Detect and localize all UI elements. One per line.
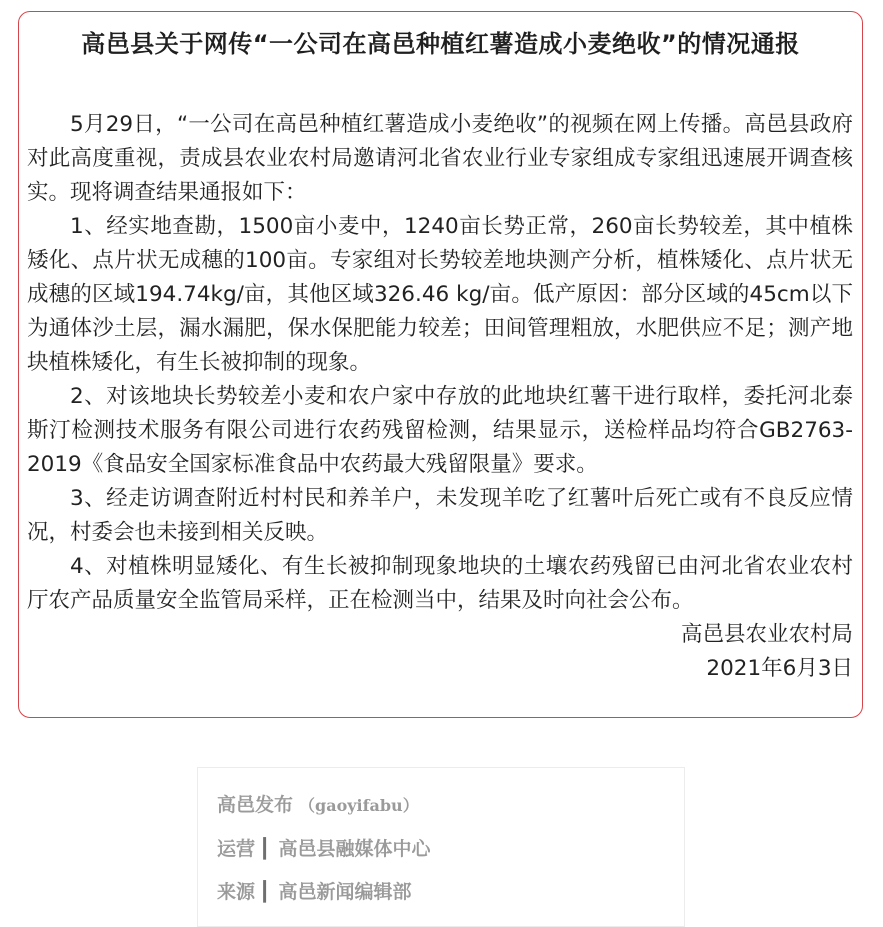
publisher-name: 高邑发布 xyxy=(217,794,294,816)
operator-value: 高邑县融媒体中心 xyxy=(278,838,431,860)
operator-label: 运营 xyxy=(217,838,256,860)
signature: 高邑县农业农村局 xyxy=(680,622,853,647)
paragraph-item-2: 2、对该地块长势较差小麦和农户家中存放的此地块红薯干进行取样，委托河北泰斯汀检测技术服务有限公司进行农药残留检测，结果显示，送检样品均符合GB2763-2019《食品安全国家标准食品中农药最大残留限量》要求。 xyxy=(27,384,853,477)
publisher-handle: （gaoyifabu） xyxy=(299,796,419,815)
notice-frame xyxy=(18,11,863,718)
source-line xyxy=(217,877,411,904)
operator-line xyxy=(217,834,430,861)
paragraph-item-4: 4、对植株明显矮化、有生长被抑制现象地块的土壤农药残留已由河北省农业农村厅农产品质量安全监管局采样，正在检测当中，结果及时向社会公布。 xyxy=(27,554,853,613)
source-label: 来源 xyxy=(217,881,256,903)
publisher-line xyxy=(217,790,419,817)
date: 2021年6月3日 xyxy=(706,656,853,681)
source-value: 高邑新闻编辑部 xyxy=(278,881,412,903)
footer-info-box xyxy=(197,767,685,927)
paragraph-item-3: 3、经走访调查附近村村民和养羊户，未发现羊吃了红薯叶后死亡或有不良反应情况，村委会也未接到相关反映。 xyxy=(27,486,853,545)
paragraph-item-1: 1、经实地查勘，1500亩小麦中，1240亩长势正常，260亩长势较差，其中植株矮化、点片状无成穗的100亩。专家组对长势较差地块测产分析，植株矮化、点片状无成穗的区域194.74kg/亩，其他区域326.46 kg/亩。低产原因：部分区域的45cm以下为通体沙土层，漏水漏肥，保水保肥能力较差；田间管理粗放，水肥供应不足；测产地块植株矮化，有生长被抑制的现象。 xyxy=(27,214,853,375)
separator-bar: ┃ xyxy=(259,881,271,903)
separator-bar: ┃ xyxy=(259,838,271,860)
notice-body xyxy=(27,108,853,686)
paragraph-intro: 5月29日，“一公司在高邑种植红薯造成小麦绝收”的视频在网上传播。高邑县政府对此高度重视，责成县农业农村局邀请河北省农业行业专家组成专家组迅速展开调查核实。现将调查结果通报如下： xyxy=(27,112,853,205)
notice-title: 高邑县关于网传“一公司在高邑种植红薯造成小麦绝收”的情况通报 xyxy=(81,30,800,58)
